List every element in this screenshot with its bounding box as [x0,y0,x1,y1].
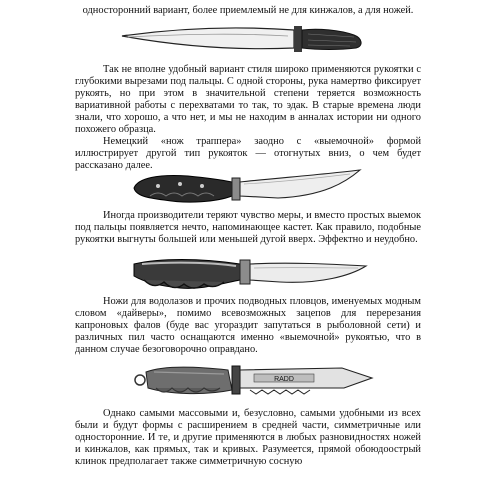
illustration-diver-knife [132,354,378,404]
knife-drawing [118,20,368,56]
illustration-trapper-knife [128,168,364,208]
top-line: односторонний вариант, более приемлемый не для кинжалов, а для ножей. [82,5,414,16]
blade-text: RADD [274,376,294,383]
paragraph-1: Так не вполне удобный вариант стиля широко применяются рукоятки с глубокими вырезами под пальцы. С одной стороны, рука намертво фиксирует рукоять, но при этом в значительной степени теряется возможность вариативной работы с перехватами то так, то эдак. В старые времена люди знали, что хорошо, а что нет, и мы не находим в анналах истории ни одного похожего образца. [75,64,421,135]
knife-drawing [132,354,378,404]
paragraph-3: Иногда производители теряют чувство меры, и вместо простых выемок под пальцы появляется нечто, напоминающее кастет. Как правило, подобные рукоятки выгнуты большей или меньшей дугой вверх. Эффектно и неудобно. [75,210,421,245]
paragraph-4: Ножи для водолазов и прочих подводных пловцов, именуемых модным словом «дайверы», помимо всевозможных зацепов для перерезания капроновых фалов (буде вас угораздит запутаться в рыболовной сети) и различных пил часто оснащаются именно «выемочной» рукоятью, что в данном случае безоговорочно оправдано. [75,296,421,355]
paragraph-2: Немецкий «нож траппера» заодно с «выемочной» формой иллюстрирует другой тип рукояток — отогнутых вниз, о чем будет рассказано далее. [75,136,421,171]
knife-drawing [130,250,370,294]
illustration-classic-knife [118,20,368,56]
knife-drawing [128,168,364,208]
paragraph-5: Однако самыми массовыми и, безусловно, самыми удобными из всех были и будут формы с расширением в средней части, симметричные или односторонние. И те, и другие применяются в любых разновидностях ножей и кинжалов, как прямых, так и кривых. Разумеется, прямой обоюдоострый клинок предполагает также симметричную сосную [75,408,421,467]
illustration-knuckle-knife [130,250,370,294]
